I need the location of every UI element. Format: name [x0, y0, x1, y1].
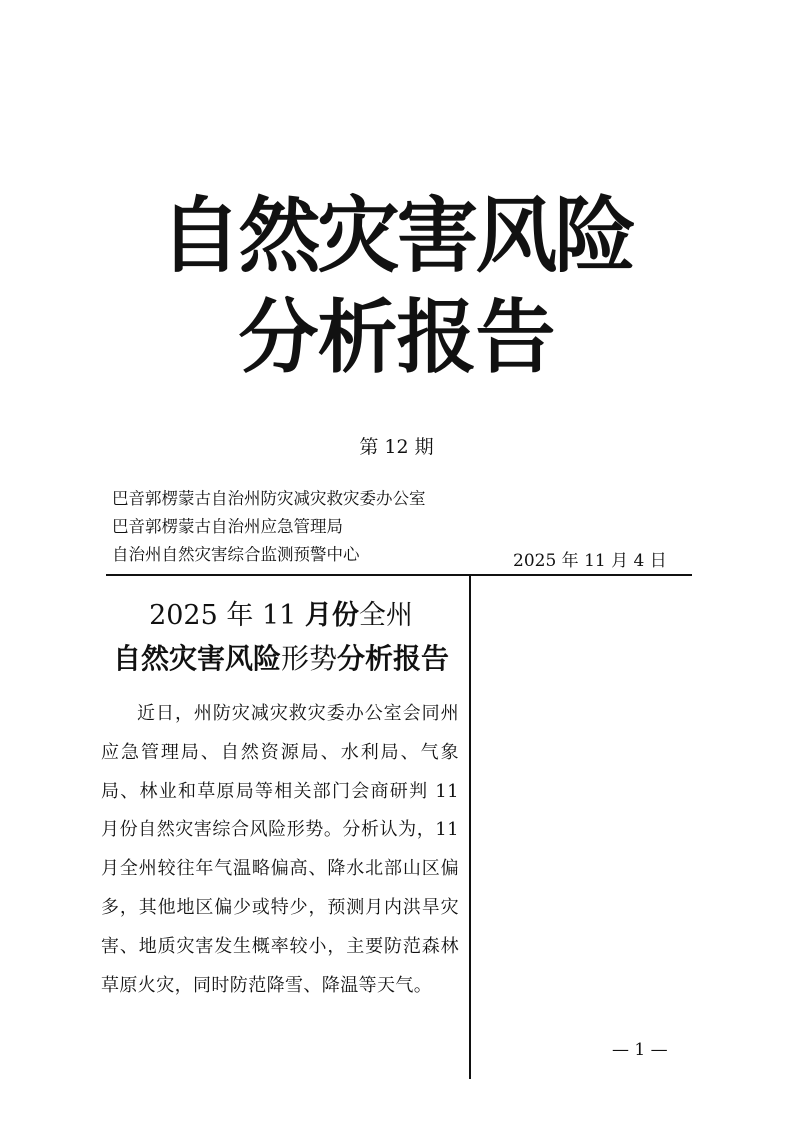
- article-title-2a: 自然灾害风险: [112, 642, 281, 675]
- article-title-1b: 月份: [304, 600, 359, 631]
- issuer-2: 巴音郭楞蒙古自治州应急管理局: [112, 517, 343, 536]
- issuing-organizations: [112, 485, 452, 569]
- article-body: 近日，州防灾减灾救灾委办公室会同州应急管理局、自然资源局、水利局、气象局、林业和草原局等相关部门会商研判 11 月份自然灾害综合风险形势。分析认为，11 月全州较往年气温略偏高、降水北部山区偏多，其他地区偏少或特少，预测月内洪旱灾害、地质灾害发生概率较小，主要防范森林草原火灾，同时防范降雪、降温等天气。: [101, 703, 459, 996]
- issuer-3: 自治州自然灾害综合监测预警中心: [112, 545, 360, 564]
- column-divider: [469, 575, 471, 1079]
- article-title-1c: 全州: [358, 600, 413, 631]
- article-title-2b: 形势: [280, 642, 337, 675]
- header-divider: [106, 574, 692, 576]
- issue-number: 第 12 期: [359, 436, 434, 458]
- issue-date: 2025 年 11 月 4 日: [513, 551, 667, 571]
- issuer-1: 巴音郭楞蒙古自治州防灾减灾救灾委办公室: [112, 489, 426, 508]
- report-title-line-1: 自然灾害风险: [159, 189, 634, 284]
- article-title-line-2: [96, 644, 466, 675]
- article-title-line-1: [96, 601, 466, 631]
- article-title-2c: 分析报告: [337, 642, 450, 675]
- page-number: — 1 —: [612, 1040, 668, 1060]
- report-title-line-2: 分析报告: [238, 291, 555, 384]
- article-title-1a: 2025 年 11: [149, 600, 305, 631]
